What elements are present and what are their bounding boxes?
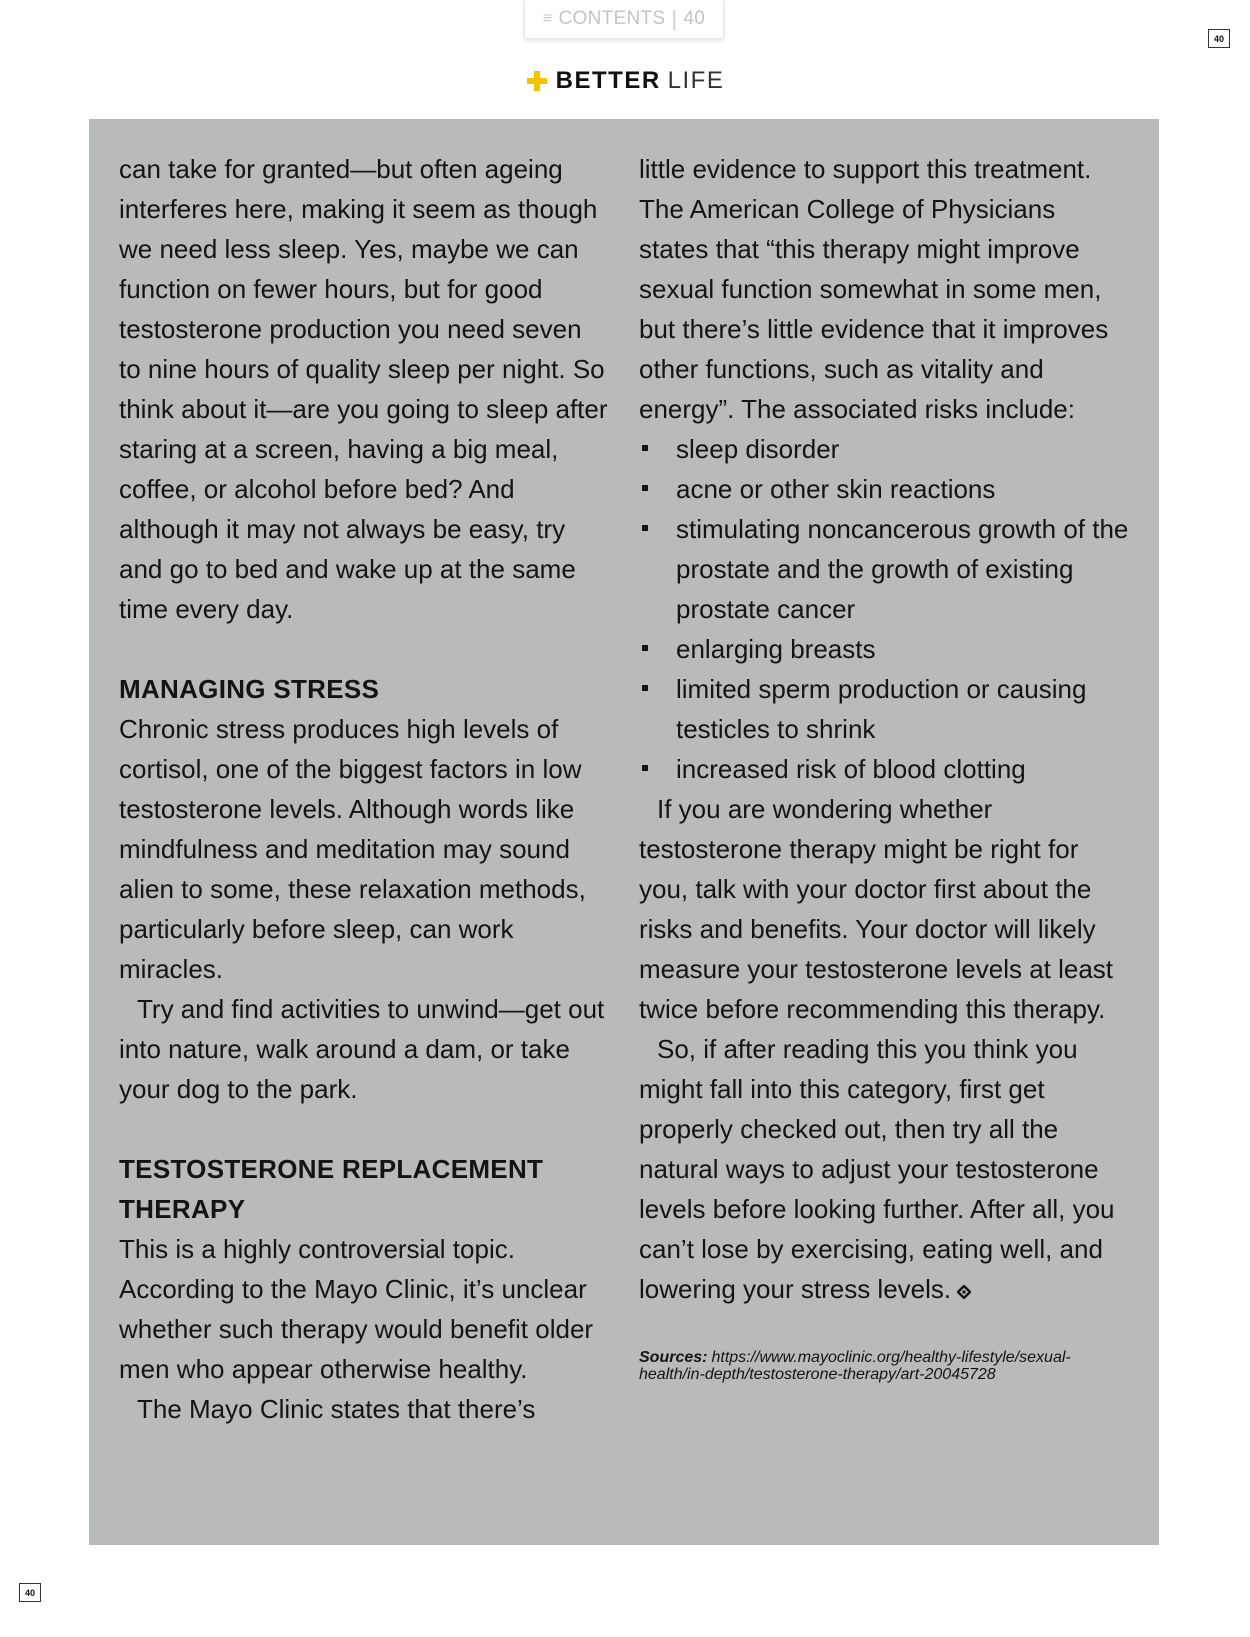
risk-list	[639, 429, 1129, 789]
list-item	[639, 669, 1129, 749]
paragraph: If you are wondering whether testosterone therapy might be right for you, talk with your doctor first about the risks and benefits. Your doctor will likely measure your testosterone levels at least twice before recommending this therapy.	[639, 794, 1114, 1024]
sources-link[interactable]: https://www.mayoclinic.org/healthy-lifestyle/sexual-health/in-depth/testosterone-therapy/art-20045728	[639, 1349, 1071, 1383]
section-title-strong: BETTER	[555, 67, 661, 94]
paragraph: Try and find activities to unwind—get out into nature, walk around a dam, or take your dog to the park.	[119, 994, 605, 1104]
list-item	[639, 429, 1129, 469]
bullet-icon	[642, 645, 648, 651]
page-number-bottom: 40	[24, 1587, 35, 1598]
sources-note	[639, 1349, 1129, 1383]
sources-label: Sources:	[639, 1349, 708, 1366]
bullet-icon	[642, 485, 648, 491]
list-item-text: enlarging breasts	[676, 634, 876, 664]
left-column	[119, 149, 609, 1429]
bullet-icon	[642, 445, 648, 451]
paragraph: This is a highly controversial topic. According to the Mayo Clinic, it’s unclear whether such therapy would benefit older men who appear otherwise healthy.	[119, 1234, 594, 1384]
list-item	[639, 629, 1129, 669]
paragraph: can take for granted—but often ageing interferes here, making it seem as though we need less sleep. Yes, maybe we can function on fewer hours, but for good testosterone production you need seven to nine hours of quality sleep per night. So think about it—are you going to sleep after staring at a screen, having a big meal, coffee, or alcohol before bed? And although it may not always be easy, try and go to bed and wake up at the same time every day.	[119, 154, 608, 624]
paragraph	[639, 1029, 1129, 1309]
paragraph-text: So, if after reading this you think you might fall into this category, first get properly checked out, then try all the natural ways to adjust your testosterone levels before looking further. After all, you can’t lose by exercising, eating well, and lowering your stress levels.	[639, 1034, 1115, 1304]
contents-tab[interactable]	[524, 0, 724, 39]
section-title-light: LIFE	[667, 67, 725, 94]
paragraph: The Mayo Clinic states that there’s	[137, 1394, 536, 1424]
bullet-icon	[642, 525, 648, 531]
heading-managing-stress: MANAGING STRESS	[119, 674, 380, 704]
page-number-top: 40	[1213, 33, 1224, 44]
list-item	[639, 469, 1129, 509]
page-number-badge-top	[1208, 29, 1230, 48]
paragraph: Chronic stress produces high levels of cortisol, one of the biggest factors in low testosterone levels. Although words like mindfulness and meditation may sound alien to some, these relaxation methods, particularly before sleep, can work miracles.	[119, 714, 586, 984]
menu-icon: ≡	[542, 10, 553, 27]
page-number-badge-bottom	[19, 1583, 41, 1602]
bullet-icon	[642, 765, 648, 771]
heading-testosterone-replacement-therapy: TESTOSTERONE REPLACEMENT THERAPY	[119, 1154, 544, 1224]
bullet-icon	[642, 685, 648, 691]
section-header	[0, 64, 1250, 98]
contents-separator: |	[671, 6, 678, 31]
list-item-text: acne or other skin reactions	[676, 474, 996, 504]
end-mark-icon	[957, 1285, 971, 1299]
list-item	[639, 749, 1129, 789]
list-item-text: limited sperm production or causing testicles to shrink	[676, 674, 1087, 744]
contents-page-number: 40	[683, 8, 706, 29]
right-column	[639, 149, 1129, 1383]
list-item-text: stimulating noncancerous growth of the prostate and the growth of existing prostate cancer	[676, 514, 1129, 624]
plus-cross-icon	[526, 70, 548, 92]
paragraph: little evidence to support this treatment. The American College of Physicians states that “this therapy might improve sexual function somewhat in some men, but there’s little evidence that it improves other functions, such as vitality and energy”. The associated risks include:	[639, 154, 1109, 424]
list-item-text: increased risk of blood clotting	[676, 754, 1026, 784]
list-item	[639, 509, 1129, 629]
article-panel	[89, 119, 1159, 1545]
contents-label: CONTENTS	[558, 8, 666, 29]
list-item-text: sleep disorder	[676, 434, 840, 464]
